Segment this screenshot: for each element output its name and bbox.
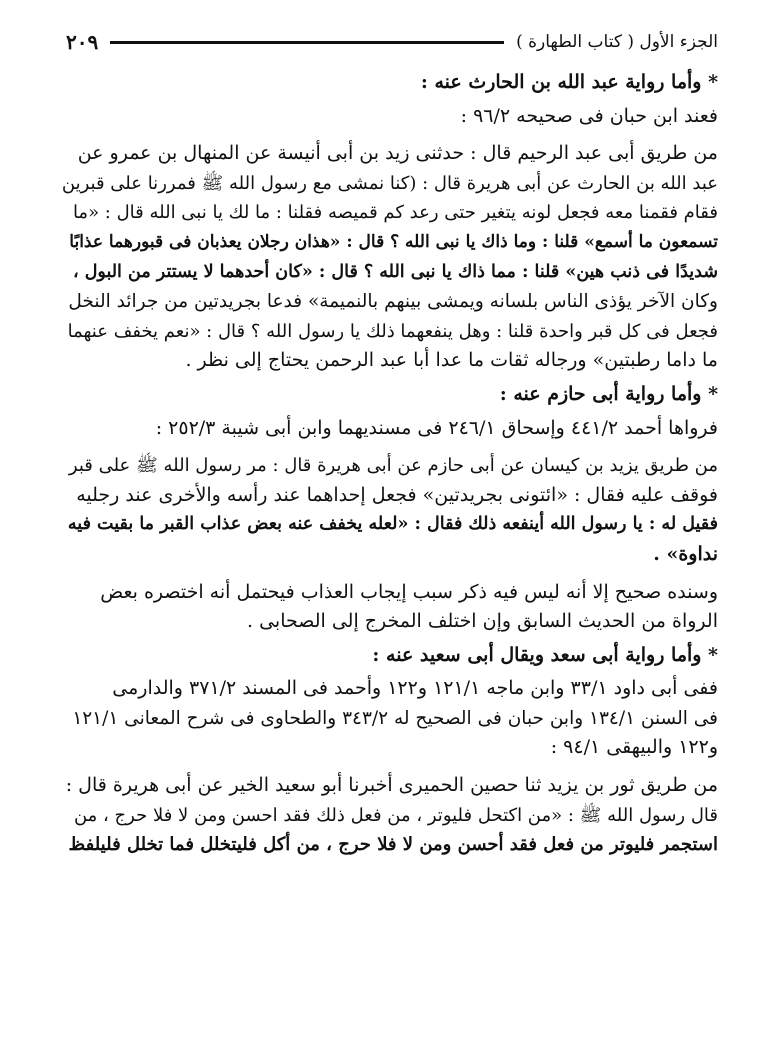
source-line: ففى أبى داود ٣٣/١ وابن ماجه ١٢١/١ و١٢٢ وأحمد فى المسند ٣٧١/٢ والدارمى: [112, 677, 718, 700]
comment-line: الرواة من الحديث السابق وإن اختلف المخرج إلى الصحابى .: [246, 610, 718, 633]
text-line: فجعل فى كل قبر واحدة قلنا : وهل ينفعهما ذلك يا رسول الله ؟ قال : «نعم يخفف عنهما: [67, 320, 718, 342]
section-heading: * وأما رواية عبد الله بن الحارث عنه :: [420, 71, 718, 93]
page-number: ٢٠٩: [66, 30, 99, 54]
text-line: من طريق يزيد بن كيسان عن أبى حازم عن أبى هريرة قال : مر رسول الله ﷺ على قبر: [68, 455, 718, 477]
text-line: قال رسول الله ﷺ : «من اكتحل فليوتر ، من فعل ذلك فقد احسن ومن لا فلا حرج ، من: [73, 804, 718, 826]
section-source: فعند ابن حبان فى صحيحه ٩٦/٢ :: [460, 104, 718, 127]
text-line: نداوة» .: [653, 542, 718, 565]
text-line: استجمر فليوتر من فعل فقد أحسن ومن لا فلا حرج ، من أكل فليتخلل فما تخلل فليلفظ: [68, 834, 718, 856]
text-line: ما داما رطبتين» ورجاله ثقات ما عدا أبا عبد الرحمن يحتاج إلى نظر .: [185, 349, 718, 372]
section-heading: * وأما رواية أبى حازم عنه :: [499, 382, 718, 405]
text-line: فوقف عليه فقال : «ائتونى بجريدتين» فجعل إحداهما عند رأسه والأخرى عند رجليه: [76, 483, 718, 506]
text-line: فقام فقمنا معه فجعل لونه يتغير حتى رعد كم قميصه فقلنا : ما لك يا نبى الله قال : «ما: [72, 202, 718, 224]
page-body: [62, 68, 718, 860]
text-line: عبد الله بن الحارث عن أبى هريرة قال : (كنا نمشى مع رسول الله ﷺ فمررنا على قبرين: [62, 172, 718, 194]
text-line: شديدًا فى ذنب هين» قلنا : مما ذاك يا نبى الله ؟ قال : «كان أحدهما لا يستتر من البول ،: [72, 261, 718, 282]
running-title: الجزء الأول ( كتاب الطهارة ): [516, 32, 718, 52]
source-line: و١٢٢ والبيهقى ٩٤/١ :: [550, 736, 718, 759]
text-line: من طريق ثور بن يزيد ثنا حصين الحميرى أخبرنا أبو سعيد الخير عن أبى هريرة قال :: [65, 774, 718, 797]
page-header: [66, 26, 718, 58]
text-line: من طريق أبى عبد الرحيم قال : حدثنى زيد بن أبى أنيسة عن المنهال بن عمرو عن: [77, 142, 718, 165]
comment-line: وسنده صحيح إلا أنه ليس فيه ذكر سبب إيجاب العذاب فيحتمل أنه اختصره بعض: [100, 580, 718, 603]
header-rule: [110, 41, 504, 44]
text-line: تسمعون ما أسمع» قلنا : وما ذاك يا نبى الله ؟ قال : «هذان رجلان يعذبان فى قبورهما عذابًا: [69, 231, 718, 252]
section-source: فرواها أحمد ٤٤١/٢ وإسحاق ٢٤٦/١ فى مسنديهما وابن أبى شيبة ٢٥٢/٣ :: [155, 416, 718, 439]
source-line: فى السنن ١٣٤/١ وابن حبان فى الصحيح له ٣٤٣/٢ والطحاوى فى شرح المعانى ١٢١/١: [72, 707, 718, 729]
text-line: وكان الآخر يؤذى الناس بلسانه ويمشى بينهم بالنميمة» فدعا بجريدتين من جرائد النخل: [68, 291, 718, 313]
text-line: فقيل له : يا رسول الله أينفعه ذلك فقال : «لعله يخفف عنه بعض عذاب القبر ما بقيت فيه: [67, 514, 718, 535]
section-heading: * وأما رواية أبى سعد ويقال أبى سعيد عنه :: [372, 643, 718, 666]
